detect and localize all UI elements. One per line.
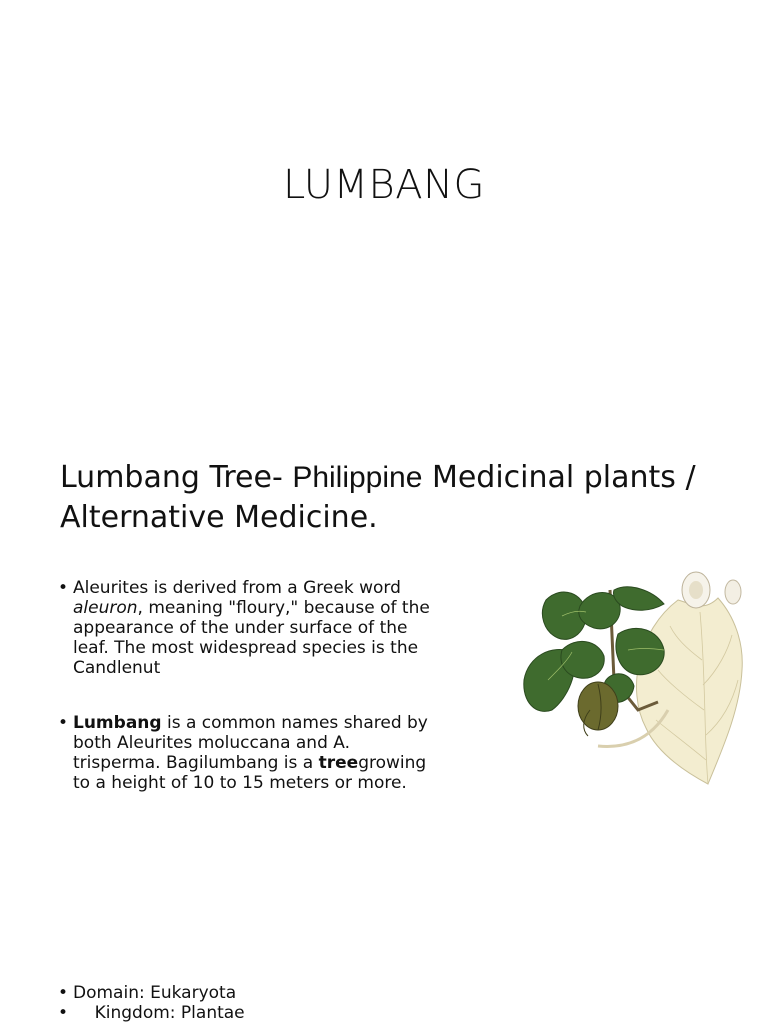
taxonomy-list <box>58 983 438 1023</box>
bullet-text-part: is a common names shared by both Aleurites moluccana and A. trisperma. Bagilumbang is a <box>73 713 428 773</box>
bullet-aleurites <box>58 578 438 678</box>
bullet-lumbang <box>58 713 438 793</box>
bullet-row <box>58 1003 438 1023</box>
bold-lumbang: Lumbang <box>73 713 162 733</box>
bullet-dot: • <box>58 578 69 598</box>
bullet-row <box>58 713 438 793</box>
bullet-dot: • <box>58 713 69 733</box>
slide-heading <box>60 458 740 538</box>
bullet-row <box>58 983 438 1003</box>
italic-aleuron: aleuron <box>73 598 138 618</box>
bullet-text-domain: Domain: Eukaryota <box>73 983 237 1003</box>
lumbang-plant-illustration <box>518 560 750 792</box>
slide-title: LUMBANG <box>282 162 486 208</box>
heading-text-1: Lumbang Tree- <box>60 460 293 495</box>
bullet-text-part: growing to a height of 10 to 15 meters or more. <box>73 753 427 793</box>
bold-tree: tree <box>318 753 359 773</box>
heading-text-2: Medicinal plants / Alternative Medicine. <box>60 460 696 535</box>
bullet-row <box>58 578 438 678</box>
heading-text-philippine: Philippine <box>292 461 423 494</box>
bullet-text <box>73 713 438 793</box>
bullet-text-part: Aleurites is derived from a Greek word <box>73 578 401 598</box>
bullet-dot: • <box>58 983 69 1003</box>
bullet-text-part: , meaning "floury," because of the appearance of the under surface of the leaf. The most widespread species is the Candlenut <box>73 598 430 678</box>
bullet-text-kingdom: Kingdom: Plantae <box>73 1003 245 1023</box>
bullet-text <box>73 578 438 678</box>
bullet-dot: • <box>58 1003 69 1023</box>
